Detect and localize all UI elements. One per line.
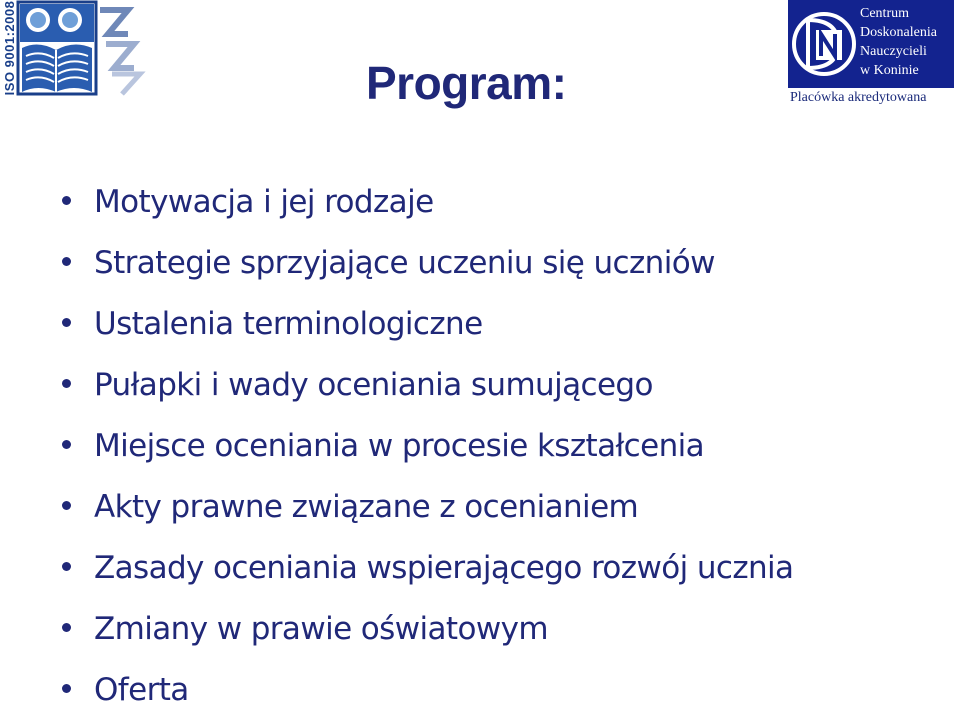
iso-logo [0,0,150,100]
list-item [58,664,793,725]
slide-title: Program: [366,57,567,109]
list-item-text: Zmiany w prawie oświatowym [94,611,548,647]
list-item [58,298,793,359]
cdn-line-2: Doskonalenia [860,25,937,40]
bullet-icon [62,684,71,693]
list-item [58,237,793,298]
list-item-text: Ustalenia terminologiczne [94,306,483,342]
program-list [58,176,793,725]
cdn-line-3: Nauczycieli [860,44,927,59]
cdn-line-1: Centrum [860,6,909,21]
list-item [58,481,793,542]
cdn-name [860,4,954,80]
bullet-icon [62,623,71,632]
list-item-text: Akty prawne związane z ocenianiem [94,489,639,525]
list-item-text: Pułapki i wady oceniania sumującego [94,367,653,403]
bullet-icon [62,379,71,388]
bullet-icon [62,501,71,510]
list-item [58,420,793,481]
bullet-icon [62,440,71,449]
list-item [58,176,793,237]
cdn-emblem-icon [792,6,856,82]
bullet-icon [62,562,71,571]
iso-certification-text: ISO 9001:2008 [2,0,17,96]
list-item [58,359,793,420]
cdn-logo [788,0,956,112]
list-item-text: Strategie sprzyjające uczeniu się uczniów [94,245,715,281]
bullet-icon [62,196,71,205]
school-emblem-icon [16,0,146,98]
list-item [58,603,793,664]
bullet-icon [62,257,71,266]
list-item-text: Motywacja i jej rodzaje [94,184,434,220]
list-item [58,542,793,603]
list-item-text: Zasady oceniania wspierającego rozwój ucznia [94,550,794,586]
cdn-logo-box [788,0,954,88]
list-item-text: Miejsce oceniania w procesie kształcenia [94,428,705,464]
cdn-line-4: w Koninie [860,63,919,78]
cdn-accredited-label: Placówka akredytowana [790,90,927,105]
list-item-text: Oferta [94,672,189,708]
bullet-icon [62,318,71,327]
